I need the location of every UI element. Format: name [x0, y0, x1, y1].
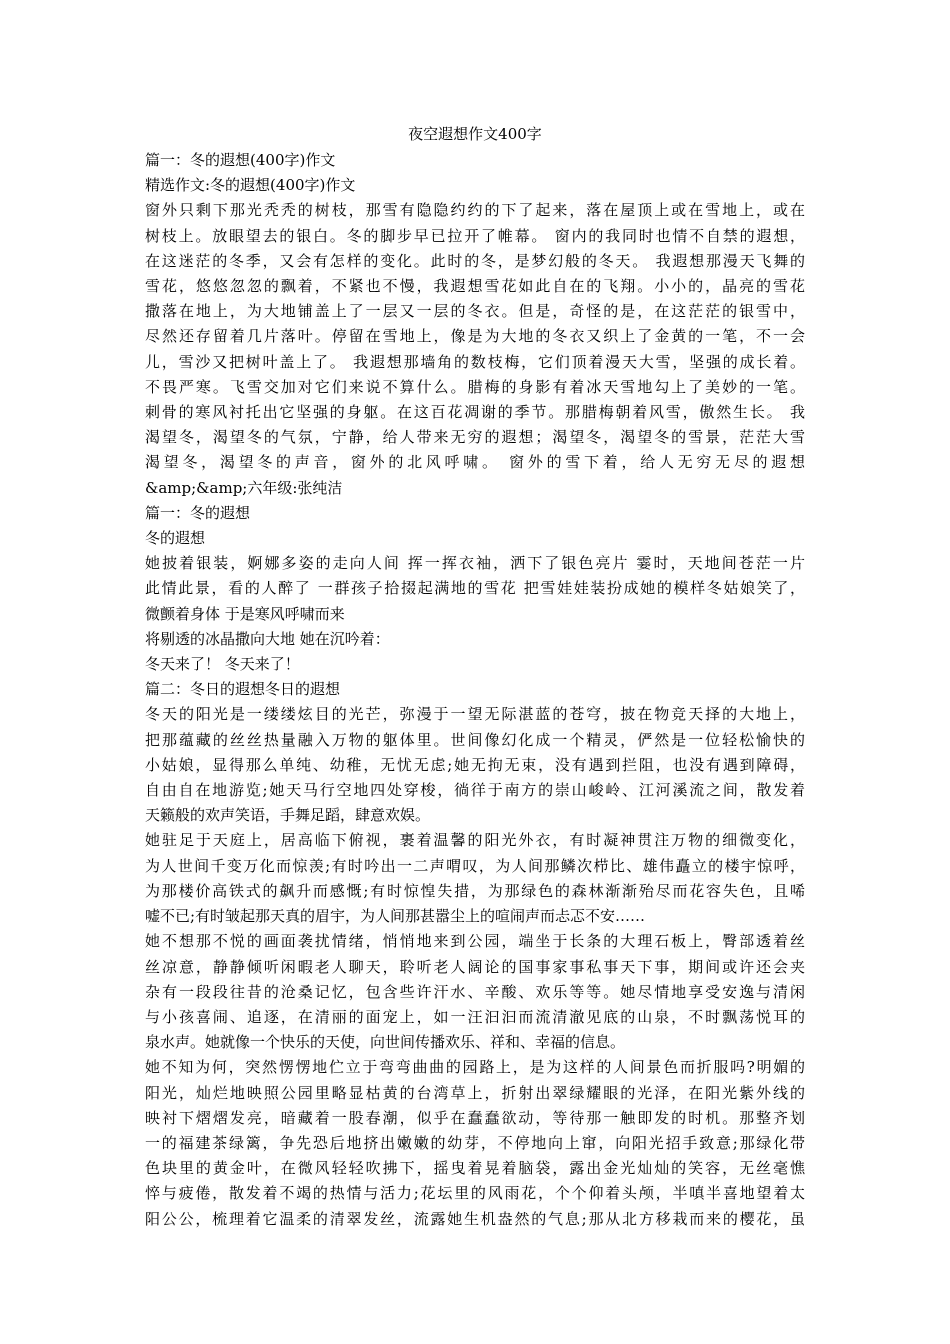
text-line: 精选作文:冬的遐想(400字)作文: [145, 176, 356, 195]
text-line: 不畏严寒。飞雪交加对它们来说不算什么。腊梅的身影有着冰天雪地勾上了美妙的一笔。: [145, 377, 805, 396]
text-line: 与小孩喜闹、追逐，在清丽的面宠上，如一汪汩汩而流清澈见底的山泉，不时飘荡悦耳的: [145, 1007, 805, 1026]
text-line: 天籁般的欢声笑语，手舞足蹈，肆意欢娱。: [145, 806, 431, 825]
document-title: 夜空遐想作文400字: [408, 125, 542, 143]
text-line: 阳光，灿烂地映照公园里略显枯黄的台湾草上，折射出翠绿耀眼的光泽，在阳光紫外线的: [145, 1083, 805, 1102]
text-line: 她不知为何，突然愣愣地伫立于弯弯曲曲的园路上，是为这样的人间景色而折服吗?明媚的: [145, 1058, 805, 1077]
text-line: &amp;&amp;六年级:张纯洁: [145, 478, 343, 497]
text-line: 篇一：冬的遐想: [145, 503, 251, 522]
text-line: 窗外只剩下那光秃秃的树枝，那雪有隐隐约约的下了起来，落在屋顶上或在雪地上，或在: [145, 201, 805, 220]
text-line: 悴与疲倦，散发着不竭的热情与活力;花坛里的风雨花，个个仰着头颅，半嗔半喜地望着太: [145, 1184, 805, 1203]
text-line: 她驻足于天庭上，居高临下俯视，裹着温馨的阳光外衣，有时凝神贯注万物的细微变化，: [145, 831, 805, 850]
text-line: 把那蕴藏的丝丝热量融入万物的躯体里。世间像幻化成一个精灵，俨然是一位轻松愉快的: [145, 730, 805, 749]
text-line: 渴望冬，渴望冬的气氛，宁静，给人带来无穷的遐想；渴望冬，渴望冬的雪景，茫茫大雪: [145, 428, 805, 447]
text-line: 小姑娘，显得那么单纯、幼稚，无忧无虑;她无拘无束，没有遇到拦阻，也没有遇到障碍，: [145, 755, 805, 774]
text-line: 篇一：冬的遐想(400字)作文: [145, 151, 336, 169]
text-line: 阳公公，梳理着它温柔的清翠发丝，流露她生机盎然的气息;那从北方移栽而来的樱花，虽: [145, 1209, 805, 1228]
text-line: 撒落在地上，为大地铺盖上了一层又一层的冬衣。但是，奇怪的是，在这茫茫的银雪中，: [145, 302, 805, 321]
text-line: 冬天来了！ 冬天来了！: [145, 655, 300, 674]
text-line: 微颤着身体 于是寒风呼啸而来: [145, 604, 345, 623]
text-line: 冬天的阳光是一缕缕炫目的光芒，弥漫于一望无际湛蓝的苍穹，披在物竞天择的大地上，: [145, 705, 805, 724]
text-line: 色块里的黄金叶，在微风轻轻吹拂下，摇曳着晃着脑袋，露出金光灿灿的笑容，无丝毫憔: [145, 1159, 805, 1178]
text-line: 她披着银装，婀娜多姿的走向人间 挥一挥衣袖，洒下了银色亮片 霎时，天地间苍茫一片: [145, 554, 805, 573]
document-body: [145, 148, 805, 1232]
text-line: 泉水声。她就像一个快乐的天使，向世间传播欢乐、祥和、幸福的信息。: [145, 1033, 626, 1052]
text-line: 映衬下熠熠发亮，暗藏着一股春潮，似乎在蠢蠢欲动，等待那一触即发的时机。那整齐划: [145, 1108, 805, 1127]
text-line: 为那楼价高铁式的飙升而感慨;有时惊惶失措，为那绿色的森林渐渐殆尽而花容失色，且唏: [145, 881, 805, 900]
text-line: 她不想那不悦的画面袭扰情绪，悄悄地来到公园，端坐于长条的大理石板上，臀部透着丝: [145, 932, 805, 951]
text-line: 丝凉意，静静倾听闲暇老人聊天，聆听老人阔论的国事家事私事天下事，期间或许还会夹: [145, 957, 805, 976]
text-line: 雪花，悠悠忽忽的飘着，不紧也不慢，我遐想雪花如此自在的飞翔。小小的，晶亮的雪花: [145, 277, 805, 296]
text-line: 树枝上。放眼望去的银白。冬的脚步早已拉开了帷幕。 窗内的我同时也情不自禁的遐想，: [145, 226, 805, 245]
text-line: 在这迷茫的冬季，又会有怎样的变化。此时的冬，是梦幻般的冬天。 我遐想那漫天飞舞的: [145, 251, 805, 270]
text-line: 杂有一段段往昔的沧桑记忆，包含些许汗水、辛酸、欢乐等等。她尽情地享受安逸与清闲: [145, 982, 805, 1001]
text-line: 冬的遐想: [145, 529, 206, 548]
text-line: 渴望冬，渴望冬的声音，窗外的北风呼啸。 窗外的雪下着，给人无穷无尽的遐想: [145, 453, 805, 472]
text-line: 将剔透的冰晶撒向大地 她在沉吟着：: [145, 629, 390, 648]
text-line: 刺骨的寒风衬托出它坚强的身躯。在这百花凋谢的季节。那腊梅朝着风雪，傲然生长。 我: [145, 403, 805, 422]
text-line: 篇二：冬日的遐想冬日的遐想: [145, 680, 341, 699]
text-line: 此情此景，看的人醉了 一群孩子拾掇起满地的雪花 把雪娃娃装扮成她的模样冬姑娘笑了，: [145, 579, 805, 598]
text-line: 一的福建茶绿篱，争先恐后地挤出嫩嫩的幼芽，不停地向上窜，向阳光招手致意;那绿化带: [145, 1133, 805, 1152]
text-line: 自由自在地游览;她天马行空地四处穿梭，徜徉于南方的崇山峻岭、江河溪流之间，散发着: [145, 781, 805, 800]
text-line: 为人世间千变万化而惊羡;有时吟出一二声喟叹，为人间那鳞次栉比、雄伟矗立的楼宇惊呼，: [145, 856, 805, 875]
text-line: 嘘不已;有时皱起那天真的眉宇，为人间那甚嚣尘上的喧闹声而忐忑不安……: [145, 907, 646, 926]
text-line: 儿，雪沙又把树叶盖上了。 我遐想那墙角的数枝梅，它们顶着漫天大雪，坚强的成长着。: [145, 352, 805, 371]
text-line: 尽然还存留着几片落叶。停留在雪地上，像是为大地的冬衣又织上了金黄的一笔，不一会: [145, 327, 805, 346]
